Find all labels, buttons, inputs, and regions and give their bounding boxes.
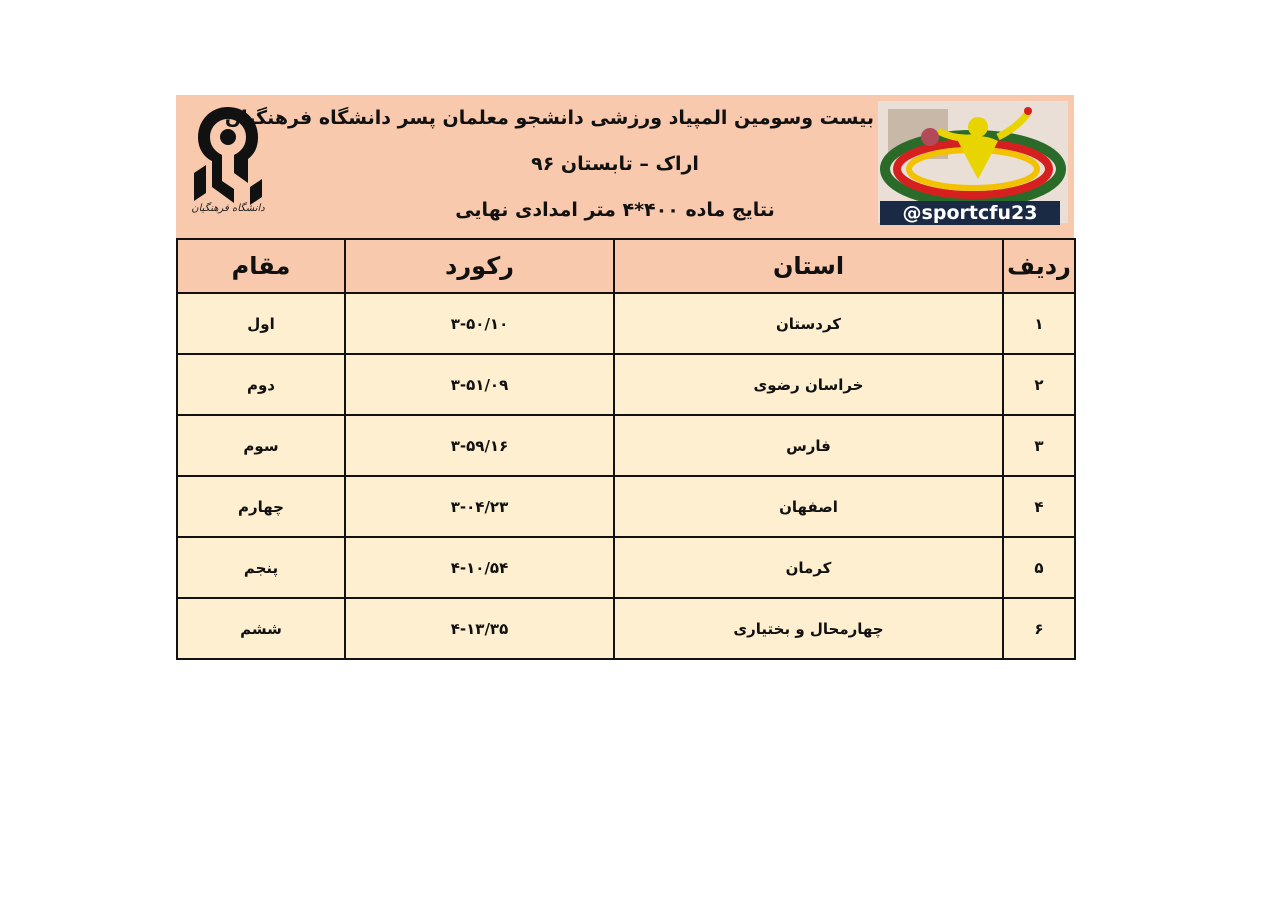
- table-header-row: [177, 239, 1075, 293]
- rank-cell: ۵: [1003, 537, 1075, 598]
- province-cell: فارس: [614, 415, 1003, 476]
- logo-caption: دانشگاه فرهنگیان: [191, 203, 265, 214]
- record-cell: ۳-۵۱/۰۹: [345, 354, 614, 415]
- rank-cell: ۱: [1003, 293, 1075, 354]
- place-cell: ششم: [177, 598, 345, 659]
- place-cell: سوم: [177, 415, 345, 476]
- province-cell: کردستان: [614, 293, 1003, 354]
- province-cell: خراسان رضوی: [614, 354, 1003, 415]
- rank-cell: ۴: [1003, 476, 1075, 537]
- table-row: [177, 354, 1075, 415]
- column-header-rank: ردیف: [1003, 239, 1075, 293]
- results-table: [176, 238, 1076, 660]
- record-cell: ۴-۱۰/۵۴: [345, 537, 614, 598]
- province-cell: چهارمحال و بختیاری: [614, 598, 1003, 659]
- record-cell: ۳-۵۰/۱۰: [345, 293, 614, 354]
- column-header-place: مقام: [177, 239, 345, 293]
- province-cell: کرمان: [614, 537, 1003, 598]
- record-cell: ۴-۱۳/۳۵: [345, 598, 614, 659]
- rank-cell: ۲: [1003, 354, 1075, 415]
- place-cell: پنجم: [177, 537, 345, 598]
- table-row: [177, 598, 1075, 659]
- header-titles: [224, 95, 874, 238]
- rank-cell: ۳: [1003, 415, 1075, 476]
- event-location: اراک – تابستان ۹۶: [531, 153, 699, 175]
- record-cell: ۳-۵۹/۱۶: [345, 415, 614, 476]
- table-row: [177, 293, 1075, 354]
- table-row: [177, 415, 1075, 476]
- place-cell: چهارم: [177, 476, 345, 537]
- rank-cell: ۶: [1003, 598, 1075, 659]
- sheet-header: [176, 95, 1074, 238]
- table-row: [177, 476, 1075, 537]
- place-cell: اول: [177, 293, 345, 354]
- table-row: [177, 537, 1075, 598]
- results-title: نتایج ماده ۴۰۰*۴ متر امدادی نهایی: [455, 199, 775, 221]
- place-cell: دوم: [177, 354, 345, 415]
- event-title: بیست وسومین المپیاد ورزشی دانشجو معلمان پسر دانشگاه فرهنگیان: [224, 107, 874, 129]
- column-header-province: استان: [614, 239, 1003, 293]
- social-handle: @sportcfu23: [880, 201, 1060, 225]
- province-cell: اصفهان: [614, 476, 1003, 537]
- column-header-record: رکورد: [345, 239, 614, 293]
- record-cell: ۳-۰۴/۲۳: [345, 476, 614, 537]
- results-sheet: [176, 95, 1074, 660]
